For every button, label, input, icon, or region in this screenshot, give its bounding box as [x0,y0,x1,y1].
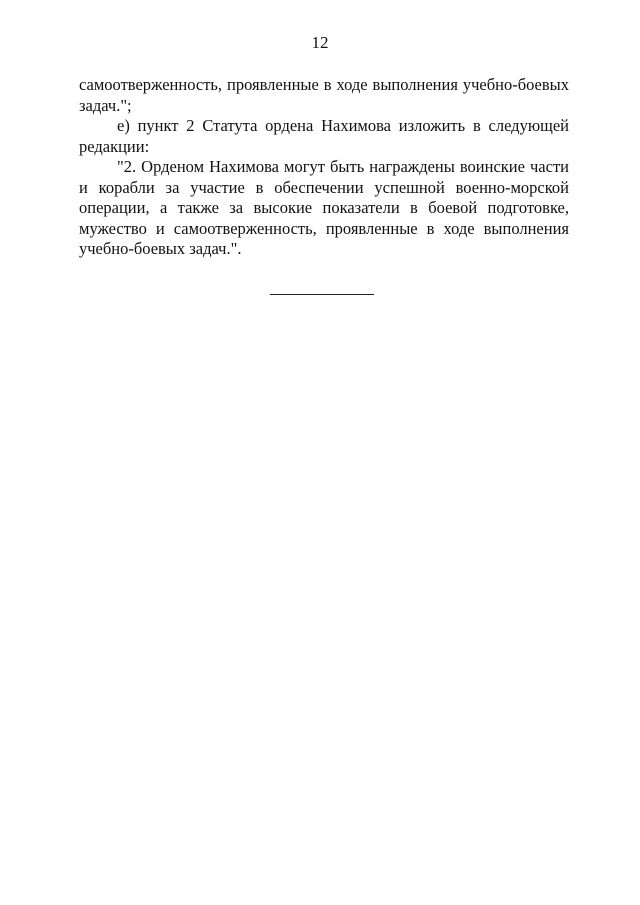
page-number: 12 [311,33,329,52]
text-line: учебно-боевых задач.". [79,239,242,258]
text-line: и корабли за участие в обеспечении успешной военно-морской [79,177,569,197]
paragraph-item-e [79,116,569,157]
text-line: редакции: [79,136,150,156]
paragraph-quoted-statute [79,157,569,260]
text-line: самоотверженность, проявленные в ходе выполнения учебно-боевых [79,75,569,94]
text-line: мужество и самоотверженность, проявленные в ходе выполнения [79,218,569,238]
text-line: операции, а также за высокие показатели в боевой подготовке, [79,198,569,217]
text-line: "2. Орденом Нахимова могут быть награждены воинские части [117,157,569,176]
text-line: е) пункт 2 Статута ордена Нахимова изложить в следующей [117,116,569,135]
end-of-document-rule [270,294,374,295]
document-body [79,75,569,260]
paragraph-continuation [79,75,569,116]
text-line: задач."; [79,95,132,115]
